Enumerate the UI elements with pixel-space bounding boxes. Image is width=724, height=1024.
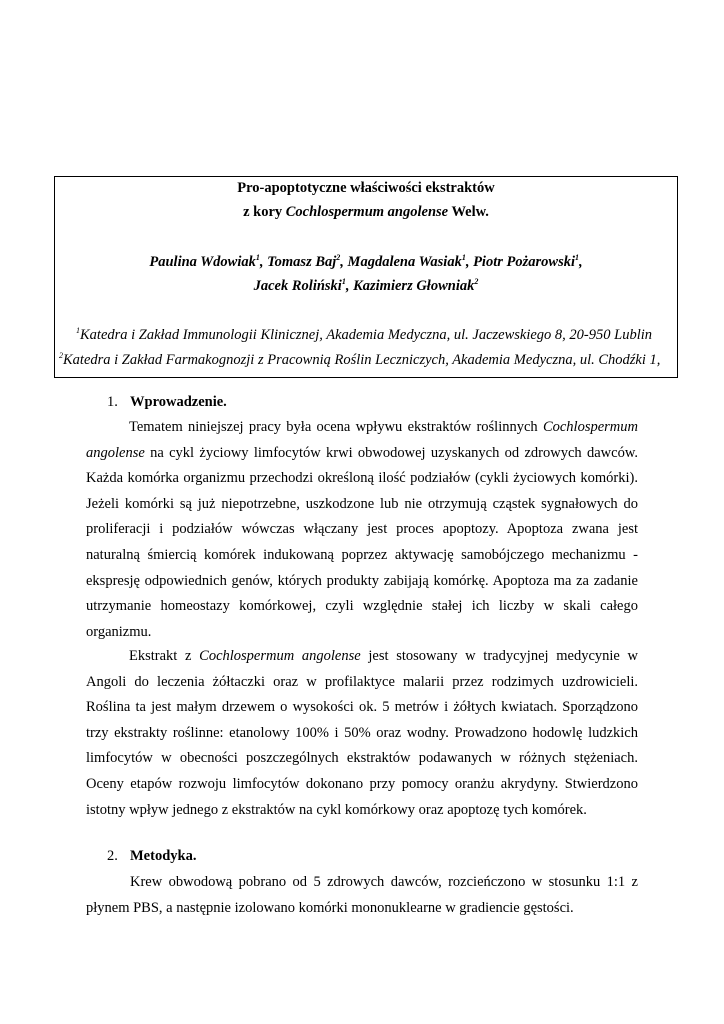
section-heading-methods (107, 848, 196, 865)
title-prefix: z kory (243, 204, 286, 220)
paragraph (86, 415, 638, 645)
paragraph-text: jest stosowany w tradycyjnej medycynie w Angoli do leczenia żółtaczki oraz w profilaktyce malarii przez rodzimych uzdrowicieli. Roślina ta jest małym drzewem o wysokości ok. 5 metrów i żółtych kwiatach. Sporządzono trzy ekstrakty roślinne: etanolowy 100% i 50% oraz wodny. Prowadzono hodowlę ludzkich limfocytów w obecności poszczególnych ekstraktów podawanych w różnych stężeniach. Oceny etapów rozwoju limfocytów dokonano przy pomocy oranżu akrydyny. Stwierdzono istotny wpływ jednego z ekstraktów na cykl komórkowy oraz apoptozę tych komórek. (86, 648, 639, 818)
title-suffix: Welw. (448, 204, 489, 220)
section-title: Metodyka. (130, 848, 197, 864)
title-box (54, 176, 678, 378)
paragraph-text: na cykl życiowy limfocytów krwi obwodowej uzyskanych od zdrowych dawców. Każda komórka organizmu przechodzi określoną ilość podziałów (cykli życiowych komórki). Jeżeli komórki są już niepotrzebne, uszkodzone lub nie otrzymują cząstek sygnałowych do proliferacji i podziałów wówczas włączany jest proces apoptozy. Apoptoza zwana jest naturalną śmiercią komórek indukowaną poprzez aktywację samobójczego mechanizmu - ekspresję odpowiednich genów, których produkty zabijają komórkę. Apoptoza ma za zadanie utrzymanie homeostazy komórkowej, czyli względnie stałej ich liczby w skali całego organizmu. (86, 444, 638, 640)
species-name: Cochlospermum angolense (86, 419, 638, 461)
author-name: Magdalena Wasiak (347, 254, 462, 270)
author-affiliation-mark: 1 (575, 253, 579, 263)
author-name: Piotr Pożarowski (473, 254, 575, 270)
affiliation-2 (59, 351, 660, 369)
affiliation-mark: 1 (76, 326, 80, 336)
author-name: Paulina Wdowiak (149, 254, 256, 270)
author-affiliation-mark: 1 (255, 253, 260, 263)
section-number: 2. (107, 848, 118, 864)
paragraph (86, 870, 638, 921)
author-affiliation-mark: 1 (341, 277, 346, 287)
author-affiliation-mark: 1 (461, 253, 466, 263)
author-name: Kazimierz Głowniak (353, 278, 475, 294)
section-heading-introduction (107, 394, 227, 411)
affiliation-1 (76, 326, 652, 344)
title-line-2 (55, 203, 677, 221)
section-title: Wprowadzenie. (130, 394, 227, 410)
paragraph-text: Tematem niniejszej pracy była ocena wpływu ekstraktów roślinnych (129, 419, 543, 435)
author-name: Jacek Roliński (253, 278, 342, 294)
paragraph (86, 644, 638, 823)
affiliation-text: Katedra i Zakład Immunologii Klinicznej, Akademia Medyczna, ul. Jaczewskiego 8, 20-950 Lublin (80, 327, 653, 343)
title-line-1: Pro-apoptotyczne właściwości ekstraktów (237, 180, 495, 196)
paragraph-text: Krew obwodową pobrano od 5 zdrowych dawców, rozcieńczono w stosunku 1:1 z płynem PBS, a następnie izolowano komórki mononuklearne w gradiencie gęstości. (86, 874, 638, 916)
authors-line-1: Paulina Wdowiak$^1$, Tomasz Baj$^2$, Magdalena Wasiak$^1$, Piotr Pożarowski$^1$, (149, 253, 583, 270)
section-number: 1. (107, 394, 118, 410)
title-species: Cochlospermum angolense (285, 204, 449, 220)
author-affiliation-mark: 2 (474, 277, 479, 287)
author-name: Tomasz Baj (267, 254, 337, 270)
affiliation-mark: 2 (59, 351, 63, 361)
authors-line-2: Jacek Roliński$^1$, Kazimierz Głowniak$^2$ (253, 277, 479, 294)
species-name: Cochlospermum angolense (199, 648, 361, 664)
author-affiliation-mark: 2 (336, 253, 341, 263)
paragraph-text: Ekstrakt z (129, 648, 200, 664)
affiliation-text: Katedra i Zakład Farmakognozji z Pracownią Roślin Leczniczych, Akademia Medyczna, ul. Chodźki 1, (63, 352, 661, 368)
